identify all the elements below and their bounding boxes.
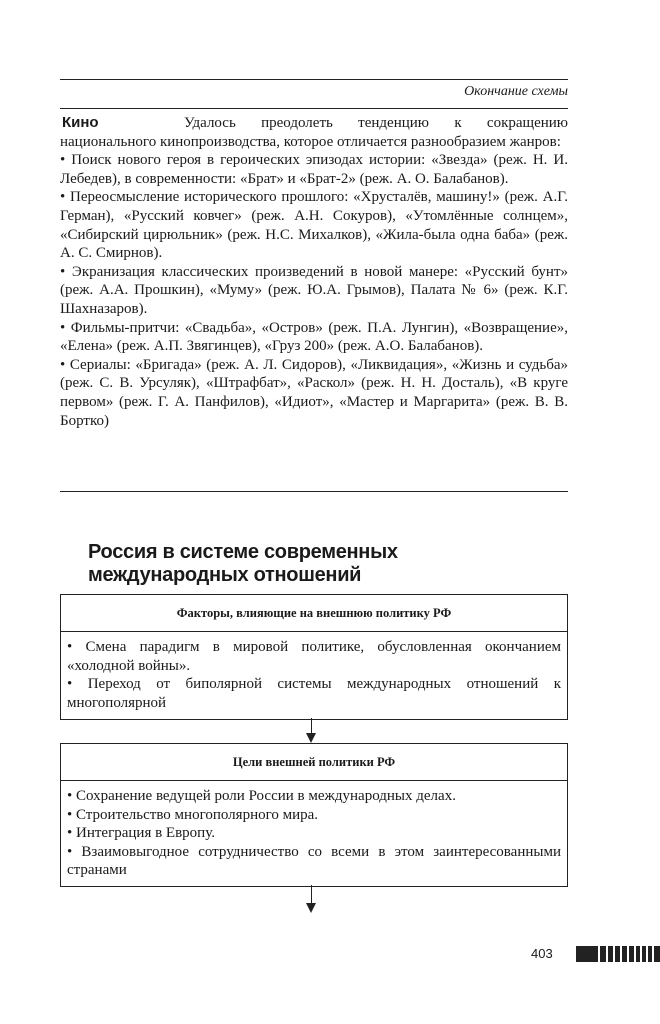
cinema-term: Кино xyxy=(62,114,99,131)
goals-item: • Сохранение ведущей роли России в международных делах. xyxy=(67,788,456,804)
cinema-item: • Фильмы-притчи: «Свадьба», «Остров» (реж. П.А. Лунгин), «Возвращение», «Елена» (реж. А.П. Звягинцев), «Груз 200» (реж. А.О. Балабанов). xyxy=(60,319,568,355)
page-edge-marker xyxy=(576,946,660,962)
scheme-rule-bottom xyxy=(60,491,568,492)
cinema-item: • Поиск нового героя в героических эпизодах истории: «Звезда» (реж. Н. И. Лебедев), в современности: «Брат» и «Брат-2» (реж. А. О. Балабанов). xyxy=(60,152,568,187)
page-number: 403 xyxy=(531,946,553,961)
continuation-label: Окончание схемы xyxy=(464,84,568,99)
goals-box-body xyxy=(61,781,567,884)
cinema-intro: Удалось преодолеть тенденцию к сокращению национального кинопроизводства, которое отличается разнообразием жанров: xyxy=(60,115,568,150)
section-heading-line2: международных отношений xyxy=(88,564,362,586)
factors-box xyxy=(60,594,568,720)
cinema-item: • Сериалы: «Бригада» (реж. А. Л. Сидоров), «Ликвидация», «Жизнь и судьба» (реж. С. В. Урсуляк), «Штрафбат», «Раскол» (реж. Н. Н. Досталь), «В круге первом» (реж. Г. А. Панфилов), «Идиот», «Мастер и Маргарита» (реж. В. В. Бортко) xyxy=(60,356,568,429)
scheme-rule-top xyxy=(60,108,568,109)
section-heading xyxy=(88,541,528,587)
goals-item: • Строительство многополярного мира. xyxy=(67,806,319,823)
goals-item: • Интеграция в Европу. xyxy=(67,825,215,842)
arrow-down-icon xyxy=(306,903,316,913)
arrow-down-icon xyxy=(306,733,316,743)
section-heading-line1: Россия в системе современных xyxy=(88,541,398,563)
cinema-block xyxy=(60,114,568,430)
factors-item: • Смена парадигм в мировой политике, обусловленная окончанием «холодной войны». xyxy=(67,639,561,674)
cinema-item: • Переосмысление исторического прошлого: «Хрусталёв, машину!» (реж. А.Г. Герман), «Русский ковчег» (реж. А.Н. Сокуров), «Утомлённые солнцем», «Сибирский цирюльник» (реж. Н.С. Михалков), «Жила-была одна баба» (реж. А. С. Смирнов). xyxy=(60,189,568,262)
cinema-item: • Экранизация классических произведений в новой манере: «Русский бунт» (реж. А.А. Прошкин), «Муму» (реж. Ю.А. Грымов), Палата № 6» (реж. К.Г. Шахназаров). xyxy=(60,263,568,317)
top-rule xyxy=(60,79,568,80)
factors-box-body xyxy=(61,632,567,716)
factors-item: • Переход от биполярной системы международных отношений к многополярной xyxy=(67,676,561,711)
goals-box-title: Цели внешней политики РФ xyxy=(61,744,567,781)
goals-item: • Взаимовыгодное сотрудничество со всеми в этом заинтересованными странами xyxy=(67,843,561,879)
factors-box-title: Факторы, влияющие на внешнюю политику РФ xyxy=(61,595,567,632)
arrow-line-2 xyxy=(311,885,312,905)
goals-box xyxy=(60,743,568,887)
